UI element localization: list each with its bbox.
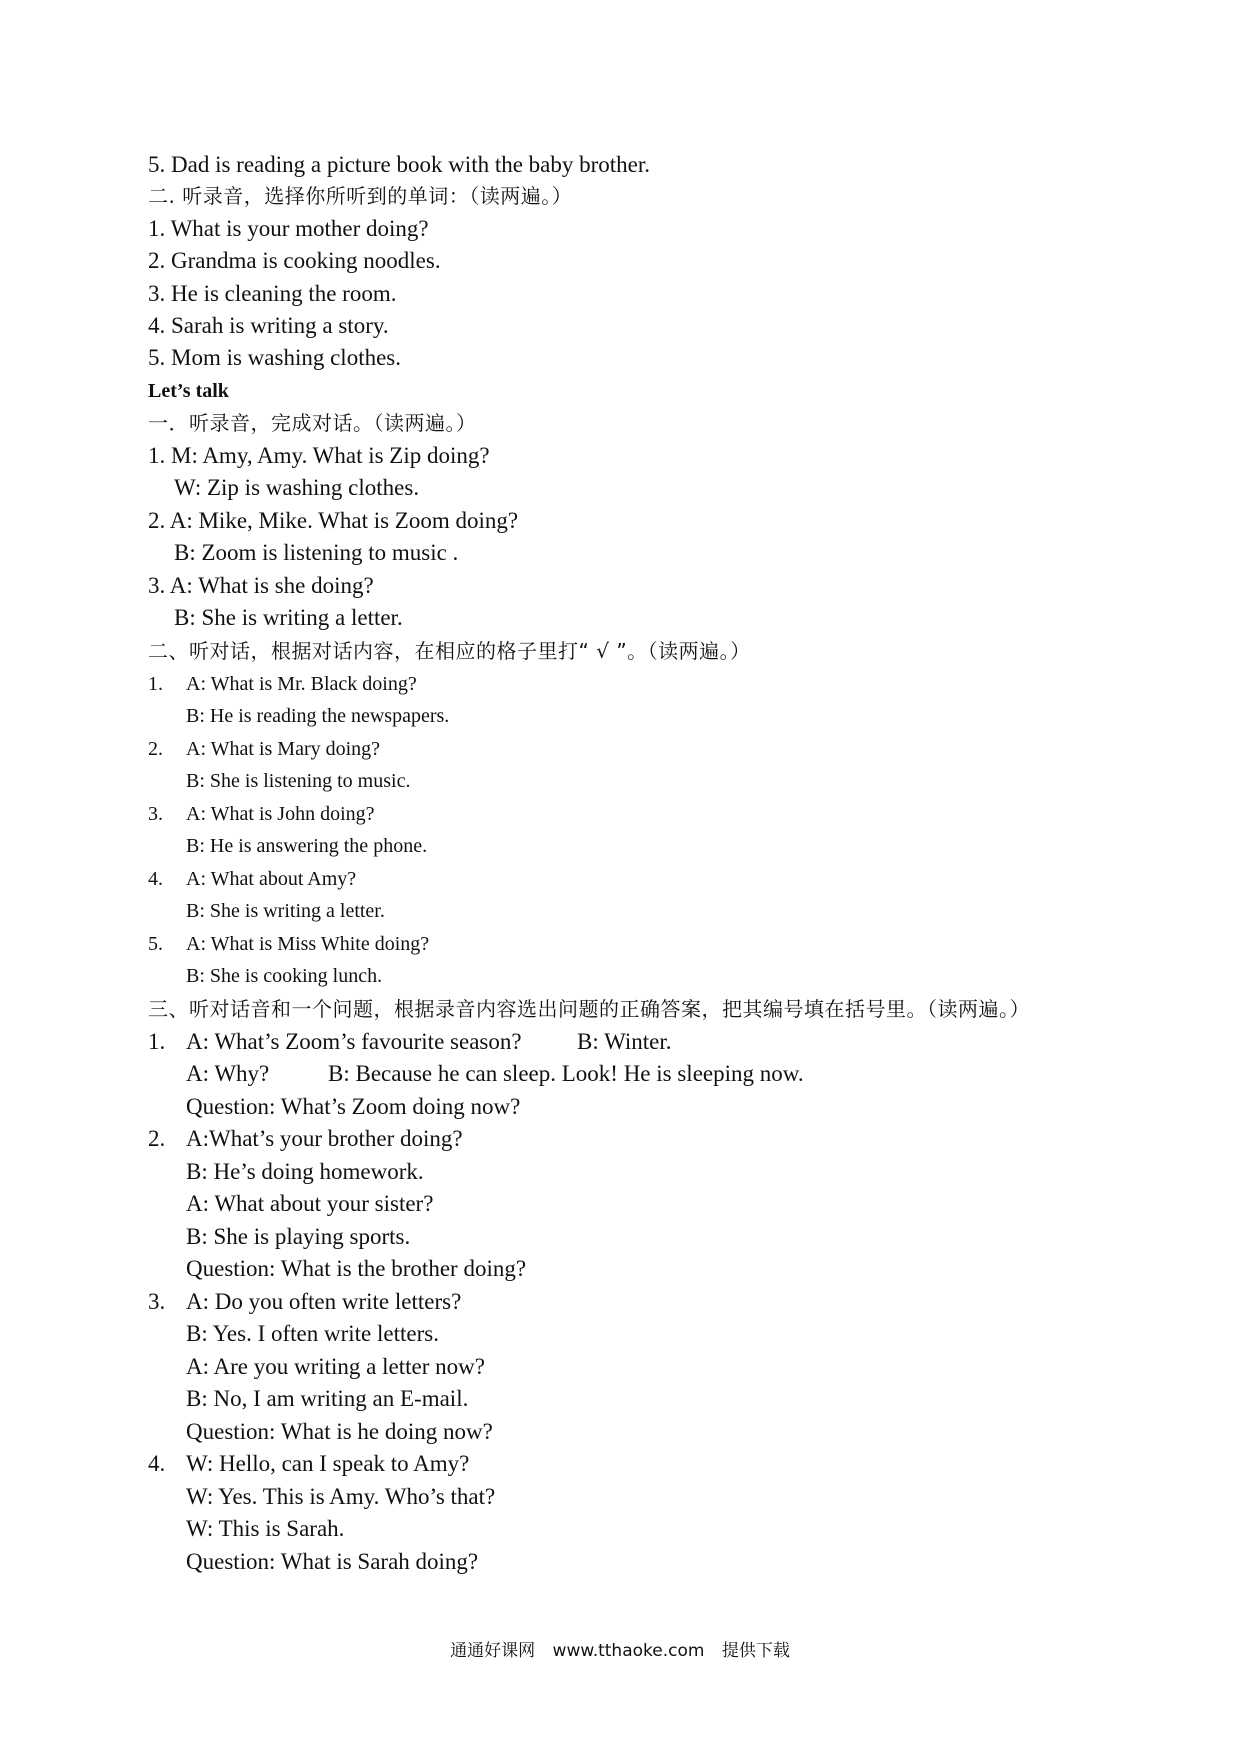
sec1-heading: 一．听录音，完成对话。（读两遍。） [148,411,477,435]
sec3-q4-number: 4. [148,1451,166,1476]
sec1-dialog-1-answer: W: Zip is washing clothes. [174,475,420,500]
sec3-q2-line: B: She is playing sports. [186,1224,411,1249]
sec3-q1-line: A: Why? [186,1061,270,1086]
part2-item: 2. Grandma is cooking noodles. [148,248,441,273]
sec1-dialog-3-question: 3. A: What is she doing? [148,573,374,598]
sec3-q2-line: A:What’s your brother doing? [186,1126,463,1151]
sec3-q3-line: B: No, I am writing an E-mail. [186,1386,469,1411]
sec2-item-answer: B: He is answering the phone. [186,835,428,857]
sec3-q2-number: 2. [148,1126,166,1151]
sec3-heading: 三、听对话音和一个问题，根据录音内容选出问题的正确答案，把其编号填在括号里。（读两遍。） [148,997,1030,1021]
sec3-q3-line: A: Do you often write letters? [186,1289,462,1314]
sec3-q3-line: A: Are you writing a letter now? [186,1354,485,1379]
part2-item: 3. He is cleaning the room. [148,281,397,306]
sec2-item-question: A: What is John doing? [186,803,375,825]
sec3-q2-line: B: He’s doing homework. [186,1159,424,1184]
sec2-item-number: 3. [148,803,163,825]
page-footer [0,1636,1240,1661]
sec3-q1-question: Question: What’s Zoom doing now? [186,1094,521,1119]
sec2-item-number: 1. [148,673,163,695]
sec2-heading: 二、听对话，根据对话内容，在相应的格子里打“ √ ”。（读两遍。） [148,639,751,663]
sec3-q4-line: W: Hello, can I speak to Amy? [186,1451,470,1476]
sec3-q1-number: 1. [148,1029,166,1054]
sec3-q1-line: B: Because he can sleep. Look! He is sleeping now. [328,1061,804,1086]
sec2-item-number: 5. [148,933,163,955]
sec3-q2-line: A: What about your sister? [186,1191,434,1216]
sec3-q3-question: Question: What is he doing now? [186,1419,493,1444]
sec1-dialog-3-answer: B: She is writing a letter. [174,605,403,630]
sec3-q1-line: A: What’s Zoom’s favourite season? [186,1029,522,1054]
sec3-q1-line: B: Winter. [577,1029,672,1054]
footer-url: www.tthaoke.com [552,1641,705,1661]
sec3-q3-line: B: Yes. I often write letters. [186,1321,439,1346]
sec2-item-question: A: What is Mr. Black doing? [186,673,417,695]
sec3-q2-question: Question: What is the brother doing? [186,1256,527,1281]
sec1-dialog-2-question: 2. A: Mike, Mike. What is Zoom doing? [148,508,519,533]
footer-site-name: 通通好课网 [450,1641,536,1661]
sec1-dialog-2-answer: B: Zoom is listening to music . [174,540,459,565]
sec3-q4-line: W: Yes. This is Amy. Who’s that? [186,1484,496,1509]
sec3-q4-question: Question: What is Sarah doing? [186,1549,479,1574]
part2-heading: 二. 听录音，选择你所听到的单词：（读两遍。） [148,184,573,208]
part2-item: 1. What is your mother doing? [148,216,429,241]
part1-line-5: 5. Dad is reading a picture book with the baby brother. [148,152,651,177]
sec3-q3-number: 3. [148,1289,166,1314]
lets-talk-title: Let’s talk [148,380,229,402]
sec2-item-answer: B: He is reading the newspapers. [186,705,450,727]
sec1-dialog-1-question: 1. M: Amy, Amy. What is Zip doing? [148,443,490,468]
footer-suffix: 提供下载 [721,1641,790,1661]
sec2-item-number: 4. [148,868,163,890]
sec2-item-question: A: What about Amy? [186,868,357,890]
sec2-item-answer: B: She is cooking lunch. [186,965,383,987]
part2-item: 5. Mom is washing clothes. [148,345,401,370]
sec2-item-answer: B: She is listening to music. [186,770,411,792]
sec2-item-number: 2. [148,738,163,760]
sec2-item-question: A: What is Miss White doing? [186,933,430,955]
sec3-q4-line: W: This is Sarah. [186,1516,345,1541]
sec2-item-question: A: What is Mary doing? [186,738,381,760]
part2-item: 4. Sarah is writing a story. [148,313,389,338]
sec2-item-answer: B: She is writing a letter. [186,900,385,922]
